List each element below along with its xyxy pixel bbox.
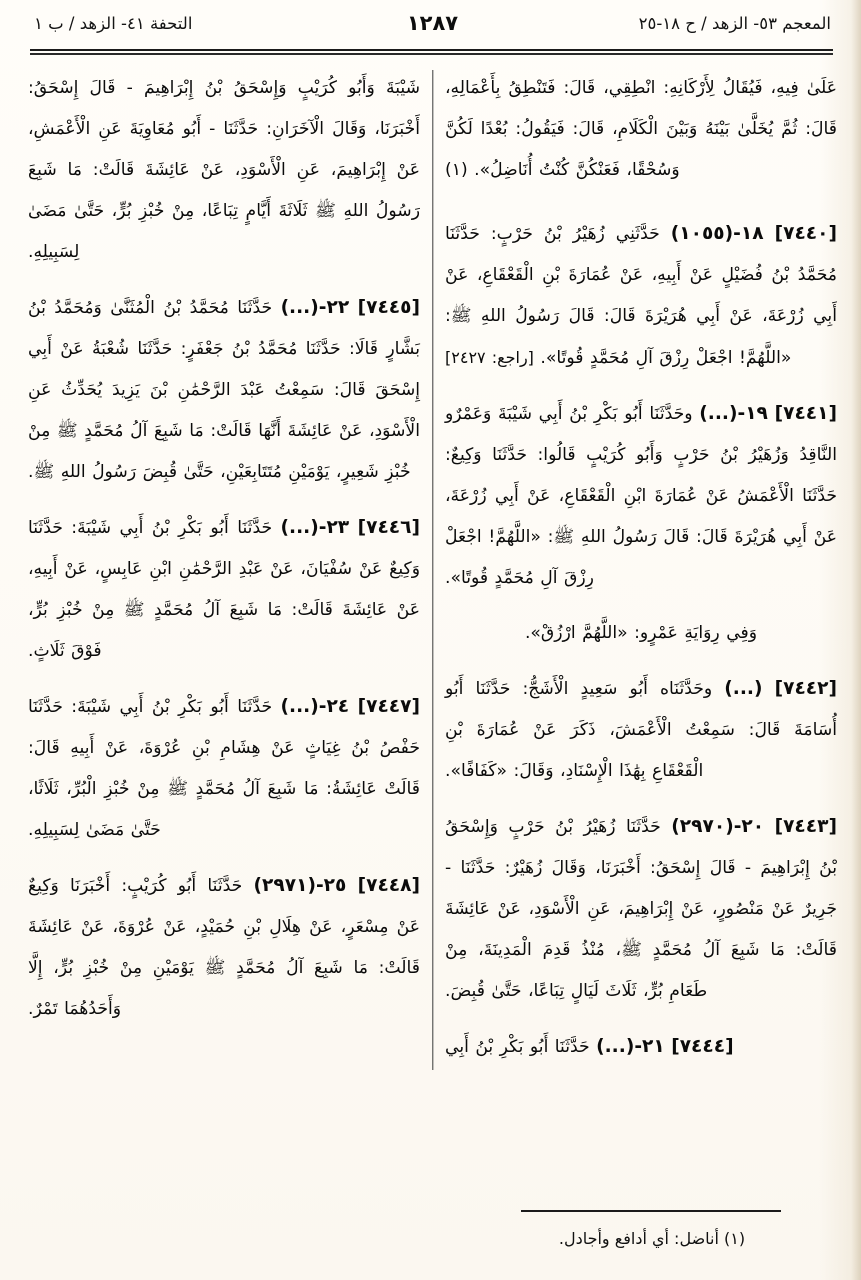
hadith-7448: [٧٤٤٨] ٢٥-(٢٩٧١) حَدَّثَنَا أَبُو كُرَيْبٍ: أَخْبَرَنَا وَكِيعٌ عَنْ مِسْعَرٍ، عَنْ هِلَالِ بْنِ حُمَيْدٍ، عَنْ عُرْوَةَ، عَنْ عَائِشَةَ قَالَتْ: مَا شَبِعَ آلُ مُحَمَّدٍ ﷺ يَوْمَيْنِ مِنْ خُبْزِ بُرٍّ، إِلَّا وَأَحَدُهُمَا تَمْرٌ. xyxy=(28,875,421,1019)
hadith-bracket-number: [٧٤٤٣] xyxy=(774,816,837,837)
hadith-text: حَدَّثَنَا أَبُو كُرَيْبٍ: أَخْبَرَنَا وَكِيعٌ عَنْ مِسْعَرٍ، عَنْ هِلَالِ بْنِ حُمَيْدٍ، عَنْ عُرْوَةَ، عَنْ عَائِشَةَ قَالَتْ: مَا شَبِعَ آلُ مُحَمَّدٍ ﷺ يَوْمَيْنِ مِنْ خُبْزِ بُرٍّ، إِلَّا وَأَحَدُهُمَا تَمْرٌ. xyxy=(28,876,420,1019)
header-rule-thick xyxy=(30,49,833,51)
page-header xyxy=(34,11,831,48)
header-right-running-title: المعجم ٥٣- الزهد / ح ١٨-٢٥ xyxy=(638,14,831,33)
footnote-area xyxy=(441,1210,833,1252)
continuation-text: شَيْبَةَ وَأَبُو كُرَيْبٍ وَإِسْحَقُ بْنُ إِبْرَاهِيمَ - قَالَ إِسْحَقُ: أَخْبَرَنَا، وَقَالَ الْآخَرَانِ: حَدَّثَنَا - أَبُو مُعَاوِيَةَ عَنِ الْأَعْمَشِ، عَنْ إِبْرَاهِيمَ، عَنِ الْأَسْوَدِ، عَنْ عَائِشَةَ قَالَتْ: مَا شَبِعَ رَسُولُ اللهِ ﷺ ثَلَاثَةَ أَيَّامٍ تِبَاعًا، مِنْ خُبْزِ بُرٍّ، حَتَّىٰ مَضَىٰ لِسَبِيلِهِ. xyxy=(28,78,420,262)
left-column xyxy=(28,68,420,1188)
hadith-text: حَدَّثَنَا أَبُو بَكْرِ بْنُ أَبِي xyxy=(445,1037,590,1057)
hadith-sequence-number: ٢١ xyxy=(642,1036,665,1057)
footnote-entry xyxy=(441,1226,833,1252)
hadith-sequence-number: ٢٥ xyxy=(323,875,347,896)
hadith-7442 xyxy=(445,668,837,792)
narration-variant-note xyxy=(445,613,837,654)
hadith-sequence-number: ١٨ xyxy=(740,223,764,244)
hadith-7447: [٧٤٤٧] ٢٤-(...) حَدَّثَنَا أَبُو بَكْرِ بْنُ أَبِي شَيْبَةَ: حَدَّثَنَا حَفْصُ بْنُ غِيَاثٍ عَنْ هِشَامِ بْنِ عُرْوَةَ، عَنْ أَبِيهِ قَالَ: قَالَتْ عَائِشَةُ: مَا شَبِعَ آلُ مُحَمَّدٍ ﷺ مِنْ خُبْزِ الْبُرِّ، ثَلَاثًا، حَتَّىٰ مَضَىٰ لِسَبِيلِهِ. xyxy=(28,696,421,840)
hadith-source-reference: (٢٩٧٠) xyxy=(671,816,734,837)
hadith-sequence-number: ٢٢ xyxy=(326,297,350,318)
hadith-source-reference: (...) xyxy=(280,297,319,318)
hadith-source-reference: (...) xyxy=(699,403,738,424)
hadith-sequence-number: ٢٠ xyxy=(741,816,765,837)
hadith-7443: [٧٤٤٣] ٢٠-(٢٩٧٠) حَدَّثَنَا زُهَيْرُ بْنُ حَرْبٍ وَإِسْحَقُ بْنُ إِبْرَاهِيمَ - قَالَ إِسْحَقُ: أَخْبَرَنَا، وَقَالَ زُهَيْرٌ: حَدَّثَنَا - جَرِيرٌ عَنْ مَنْصُورٍ، عَنْ إِبْرَاهِيمَ، عَنِ الْأَسْوَدِ، عَنْ عَائِشَةَ قَالَتْ: مَا شَبِعَ آلُ مُحَمَّدٍ ﷺ، مُنْذُ قَدِمَ الْمَدِينَةَ، مِنْ طَعَامِ بُرٍّ، ثَلَاثَ لَيَالٍ تِبَاعًا، حَتَّىٰ قُبِضَ. xyxy=(445,816,837,1001)
hadith-source-reference: (...) xyxy=(724,678,763,699)
hadith-source-reference: (٢٩٧١) xyxy=(253,875,316,896)
hadith-bracket-number: [٧٤٤٥] xyxy=(357,297,420,318)
hadith-sequence-number: ٢٣ xyxy=(326,517,350,538)
hadith-cross-reference: [راجع: ٢٤٢٧] xyxy=(445,348,534,367)
hadith-source-reference: (...) xyxy=(280,517,319,538)
note-text: وَفِي رِوَايَةِ عَمْرٍو: «اللَّهُمَّ ارْزُقْ». xyxy=(524,623,758,643)
footnote-body: أناضل: أي أدافع وأجادل. xyxy=(558,1229,719,1248)
hadith-bracket-number: [٧٤٤٨] xyxy=(357,875,421,896)
hadith-text: وحَدَّثَنَاه أَبُو سَعِيدٍ الْأَشَجُّ: حَدَّثَنَا أَبُو أُسَامَةَ قَالَ: سَمِعْتُ الْأَعْمَشَ، ذَكَرَ عَنْ عُمَارَةَ بْنِ الْقَعْقَاعِ بِهَٰذَا الْإِسْنَادِ، وَقَالَ: «كَفَافًا». xyxy=(445,679,837,781)
hadith-7446: [٧٤٤٦] ٢٣-(...) حَدَّثَنَا أَبُو بَكْرِ بْنُ أَبِي شَيْبَةَ: حَدَّثَنَا وَكِيعٌ عَنْ سُفْيَانَ، عَنْ عَبْدِ الرَّحْمَٰنِ ابْنِ عَابِسٍ، عَنْ أَبِيهِ، عَنْ عَائِشَةَ قَالَتْ: مَا شَبِعَ آلُ مُحَمَّدٍ ﷺ مِنْ خُبْزِ بُرٍّ، فَوْقَ ثَلَاثٍ. xyxy=(28,517,421,661)
continuation-text: عَلَىٰ فِيهِ، فَيُقَالُ لِأَرْكَانِهِ: انْطِقِي، قَالَ: فَتَنْطِقُ بِأَعْمَالِهِ، قَالَ: ثُمَّ يُخَلَّىٰ بَيْنَهُ وَبَيْنَ الْكَلَامِ، قَالَ: فَيَقُولُ: بُعْدًا لَكُنَّ وَسُحْقًا، فَعَنْكُنَّ كُنْتُ أُنَاضِلُ». (١) xyxy=(445,78,837,180)
page-number: ١٢٨٧ xyxy=(406,11,459,35)
hadith-text: حَدَّثَنَا أَبُو بَكْرِ بْنُ أَبِي شَيْبَةَ: حَدَّثَنَا حَفْصُ بْنُ غِيَاثٍ عَنْ هِشَامِ بْنِ عُرْوَةَ، عَنْ أَبِيهِ قَالَ: قَالَتْ عَائِشَةُ: مَا شَبِعَ آلُ مُحَمَّدٍ ﷺ مِنْ خُبْزِ الْبُرِّ، ثَلَاثًا، حَتَّىٰ مَضَىٰ لِسَبِيلِهِ. xyxy=(28,697,420,840)
hadith-bracket-number: [٧٤٤٢] xyxy=(774,678,837,699)
hadith-text: حَدَّثَنَا زُهَيْرُ بْنُ حَرْبٍ وَإِسْحَقُ بْنُ إِبْرَاهِيمَ - قَالَ إِسْحَقُ: أَخْبَرَنَا، وَقَالَ زُهَيْرٌ: حَدَّثَنَا - جَرِيرٌ عَنْ مَنْصُورٍ، عَنْ إِبْرَاهِيمَ، عَنِ الْأَسْوَدِ، عَنْ عَائِشَةَ قَالَتْ: مَا شَبِعَ آلُ مُحَمَّدٍ ﷺ، مُنْذُ قَدِمَ الْمَدِينَةَ، مِنْ طَعَامِ بُرٍّ، ثَلَاثَ لَيَالٍ تِبَاعًا، حَتَّىٰ قُبِضَ. xyxy=(445,817,837,1001)
paragraph-hadith-7444-continuation xyxy=(28,68,420,273)
header-rule-thin xyxy=(30,53,833,54)
footnote-separator-rule xyxy=(521,1210,781,1212)
paragraph-continuation-top xyxy=(445,68,837,191)
hadith-bracket-number: [٧٤٤١] xyxy=(774,403,837,424)
hadith-7441: [٧٤٤١] ١٩-(...) وحَدَّثَنَا أَبُو بَكْرِ بْنُ أَبِي شَيْبَةَ وَعَمْرٌو النَّاقِدُ وَزُهَيْرُ بْنُ حَرْبٍ وَأَبُو كُرَيْبٍ قَالُوا: حَدَّثَنَا وَكِيعٌ: حَدَّثَنَا الْأَعْمَشُ عَنْ عُمَارَةَ ابْنِ الْقَعْقَاعِ، عَنْ أَبِي زُرْعَةَ، عَنْ أَبِي هُرَيْرَةَ قَالَ: قَالَ رَسُولُ اللهِ ﷺ: «اللَّهُمَّ! اجْعَلْ رِزْقَ آلِ مُحَمَّدٍ قُوتًا». xyxy=(445,403,837,588)
hadith-bracket-number: [٧٤٤٦] xyxy=(357,517,421,538)
hadith-text: حَدَّثَنِي زُهَيْرُ بْنُ حَرْبٍ: حَدَّثَنَا مُحَمَّدُ بْنُ فُضَيْلٍ عَنْ أَبِيهِ، عَنْ عُمَارَةَ بْنِ الْقَعْقَاعِ، عَنْ أَبِي زُرْعَةَ، عَنْ أَبِي هُرَيْرَةَ قَالَ: قَالَ رَسُولُ اللهِ ﷺ: «اللَّهُمَّ! اجْعَلْ رِزْقَ آلِ مُحَمَّدٍ قُوتًا». xyxy=(445,224,837,368)
hadith-7440: [٧٤٤٠] ١٨-(١٠٥٥) حَدَّثَنِي زُهَيْرُ بْنُ حَرْبٍ: حَدَّثَنَا مُحَمَّدُ بْنُ فُضَيْلٍ عَنْ أَبِيهِ، عَنْ عُمَارَةَ بْنِ الْقَعْقَاعِ، عَنْ أَبِي زُرْعَةَ، عَنْ أَبِي هُرَيْرَةَ قَالَ: قَالَ رَسُولُ اللهِ ﷺ: «اللَّهُمَّ! اجْعَلْ رِزْقَ آلِ مُحَمَّدٍ قُوتًا». [راجع: ٢٤٢٧] xyxy=(445,223,837,368)
column-divider-line xyxy=(432,70,433,1070)
hadith-source-reference: (...) xyxy=(596,1036,635,1057)
hadith-text: وحَدَّثَنَا أَبُو بَكْرِ بْنُ أَبِي شَيْبَةَ وَعَمْرٌو النَّاقِدُ وَزُهَيْرُ بْنُ حَرْبٍ وَأَبُو كُرَيْبٍ قَالُوا: حَدَّثَنَا وَكِيعٌ: حَدَّثَنَا الْأَعْمَشُ عَنْ عُمَارَةَ ابْنِ الْقَعْقَاعِ، عَنْ أَبِي زُرْعَةَ، عَنْ أَبِي هُرَيْرَةَ قَالَ: قَالَ رَسُولُ اللهِ ﷺ: «اللَّهُمَّ! اجْعَلْ رِزْقَ آلِ مُحَمَّدٍ قُوتًا». xyxy=(445,404,837,588)
hadith-7445: [٧٤٤٥] ٢٢-(...) حَدَّثَنَا مُحَمَّدُ بْنُ الْمُثَنَّىٰ وَمُحَمَّدُ بْنُ بَشَّارٍ قَالَا: حَدَّثَنَا مُحَمَّدُ بْنُ جَعْفَرٍ: حَدَّثَنَا شُعْبَةُ عَنْ أَبِي إِسْحَقَ قَالَ: سَمِعْتُ عَبْدَ الرَّحْمَٰنِ بْنَ يَزِيدَ يُحَدِّثُ عَنِ الْأَسْوَدِ، عَنْ عَائِشَةَ أَنَّهَا قَالَتْ: مَا شَبِعَ آلُ مُحَمَّدٍ ﷺ مِنْ خُبْزِ شَعِيرٍ، يَوْمَيْنِ مُتَتَابِعَيْنِ، حَتَّىٰ قُبِضَ رَسُولُ اللهِ ﷺ. xyxy=(28,297,420,482)
text-body xyxy=(28,68,837,1188)
hadith-source-reference: (١٠٥٥) xyxy=(670,223,734,244)
hadith-source-reference: (...) xyxy=(280,696,319,717)
hadith-bracket-number: [٧٤٤٠] xyxy=(774,223,837,244)
hadith-bracket-number: [٧٤٤٤] xyxy=(671,1036,734,1057)
hadith-sequence-number: ٢٤ xyxy=(326,696,350,717)
hadith-7444-start: [٧٤٤٤] ٢١-(...) حَدَّثَنَا أَبُو بَكْرِ بْنُ أَبِي xyxy=(445,1036,734,1057)
hadith-text: حَدَّثَنَا مُحَمَّدُ بْنُ الْمُثَنَّىٰ وَمُحَمَّدُ بْنُ بَشَّارٍ قَالَا: حَدَّثَنَا مُحَمَّدُ بْنُ جَعْفَرٍ: حَدَّثَنَا شُعْبَةُ عَنْ أَبِي إِسْحَقَ قَالَ: سَمِعْتُ عَبْدَ الرَّحْمَٰنِ بْنَ يَزِيدَ يُحَدِّثُ عَنِ الْأَسْوَدِ، عَنْ عَائِشَةَ أَنَّهَا قَالَتْ: مَا شَبِعَ آلُ مُحَمَّدٍ ﷺ مِنْ خُبْزِ شَعِيرٍ، يَوْمَيْنِ مُتَتَابِعَيْنِ، حَتَّىٰ قُبِضَ رَسُولُ اللهِ ﷺ. xyxy=(28,298,420,482)
footnote-marker: (١) xyxy=(724,1229,746,1248)
column-gutter xyxy=(420,68,445,1188)
hadith-text: حَدَّثَنَا أَبُو بَكْرِ بْنُ أَبِي شَيْبَةَ: حَدَّثَنَا وَكِيعٌ عَنْ سُفْيَانَ، عَنْ عَبْدِ الرَّحْمَٰنِ ابْنِ عَابِسٍ، عَنْ أَبِيهِ، عَنْ عَائِشَةَ قَالَتْ: مَا شَبِعَ آلُ مُحَمَّدٍ ﷺ مِنْ خُبْزِ بُرٍّ، فَوْقَ ثَلَاثٍ. xyxy=(28,518,420,661)
hadith-bracket-number: [٧٤٤٧] xyxy=(357,696,421,717)
right-column xyxy=(445,68,837,1188)
hadith-sequence-number: ١٩ xyxy=(745,403,768,424)
header-divider-rule xyxy=(30,49,833,55)
header-left-running-title: التحفة ٤١- الزهد / ب ١ xyxy=(34,14,193,33)
